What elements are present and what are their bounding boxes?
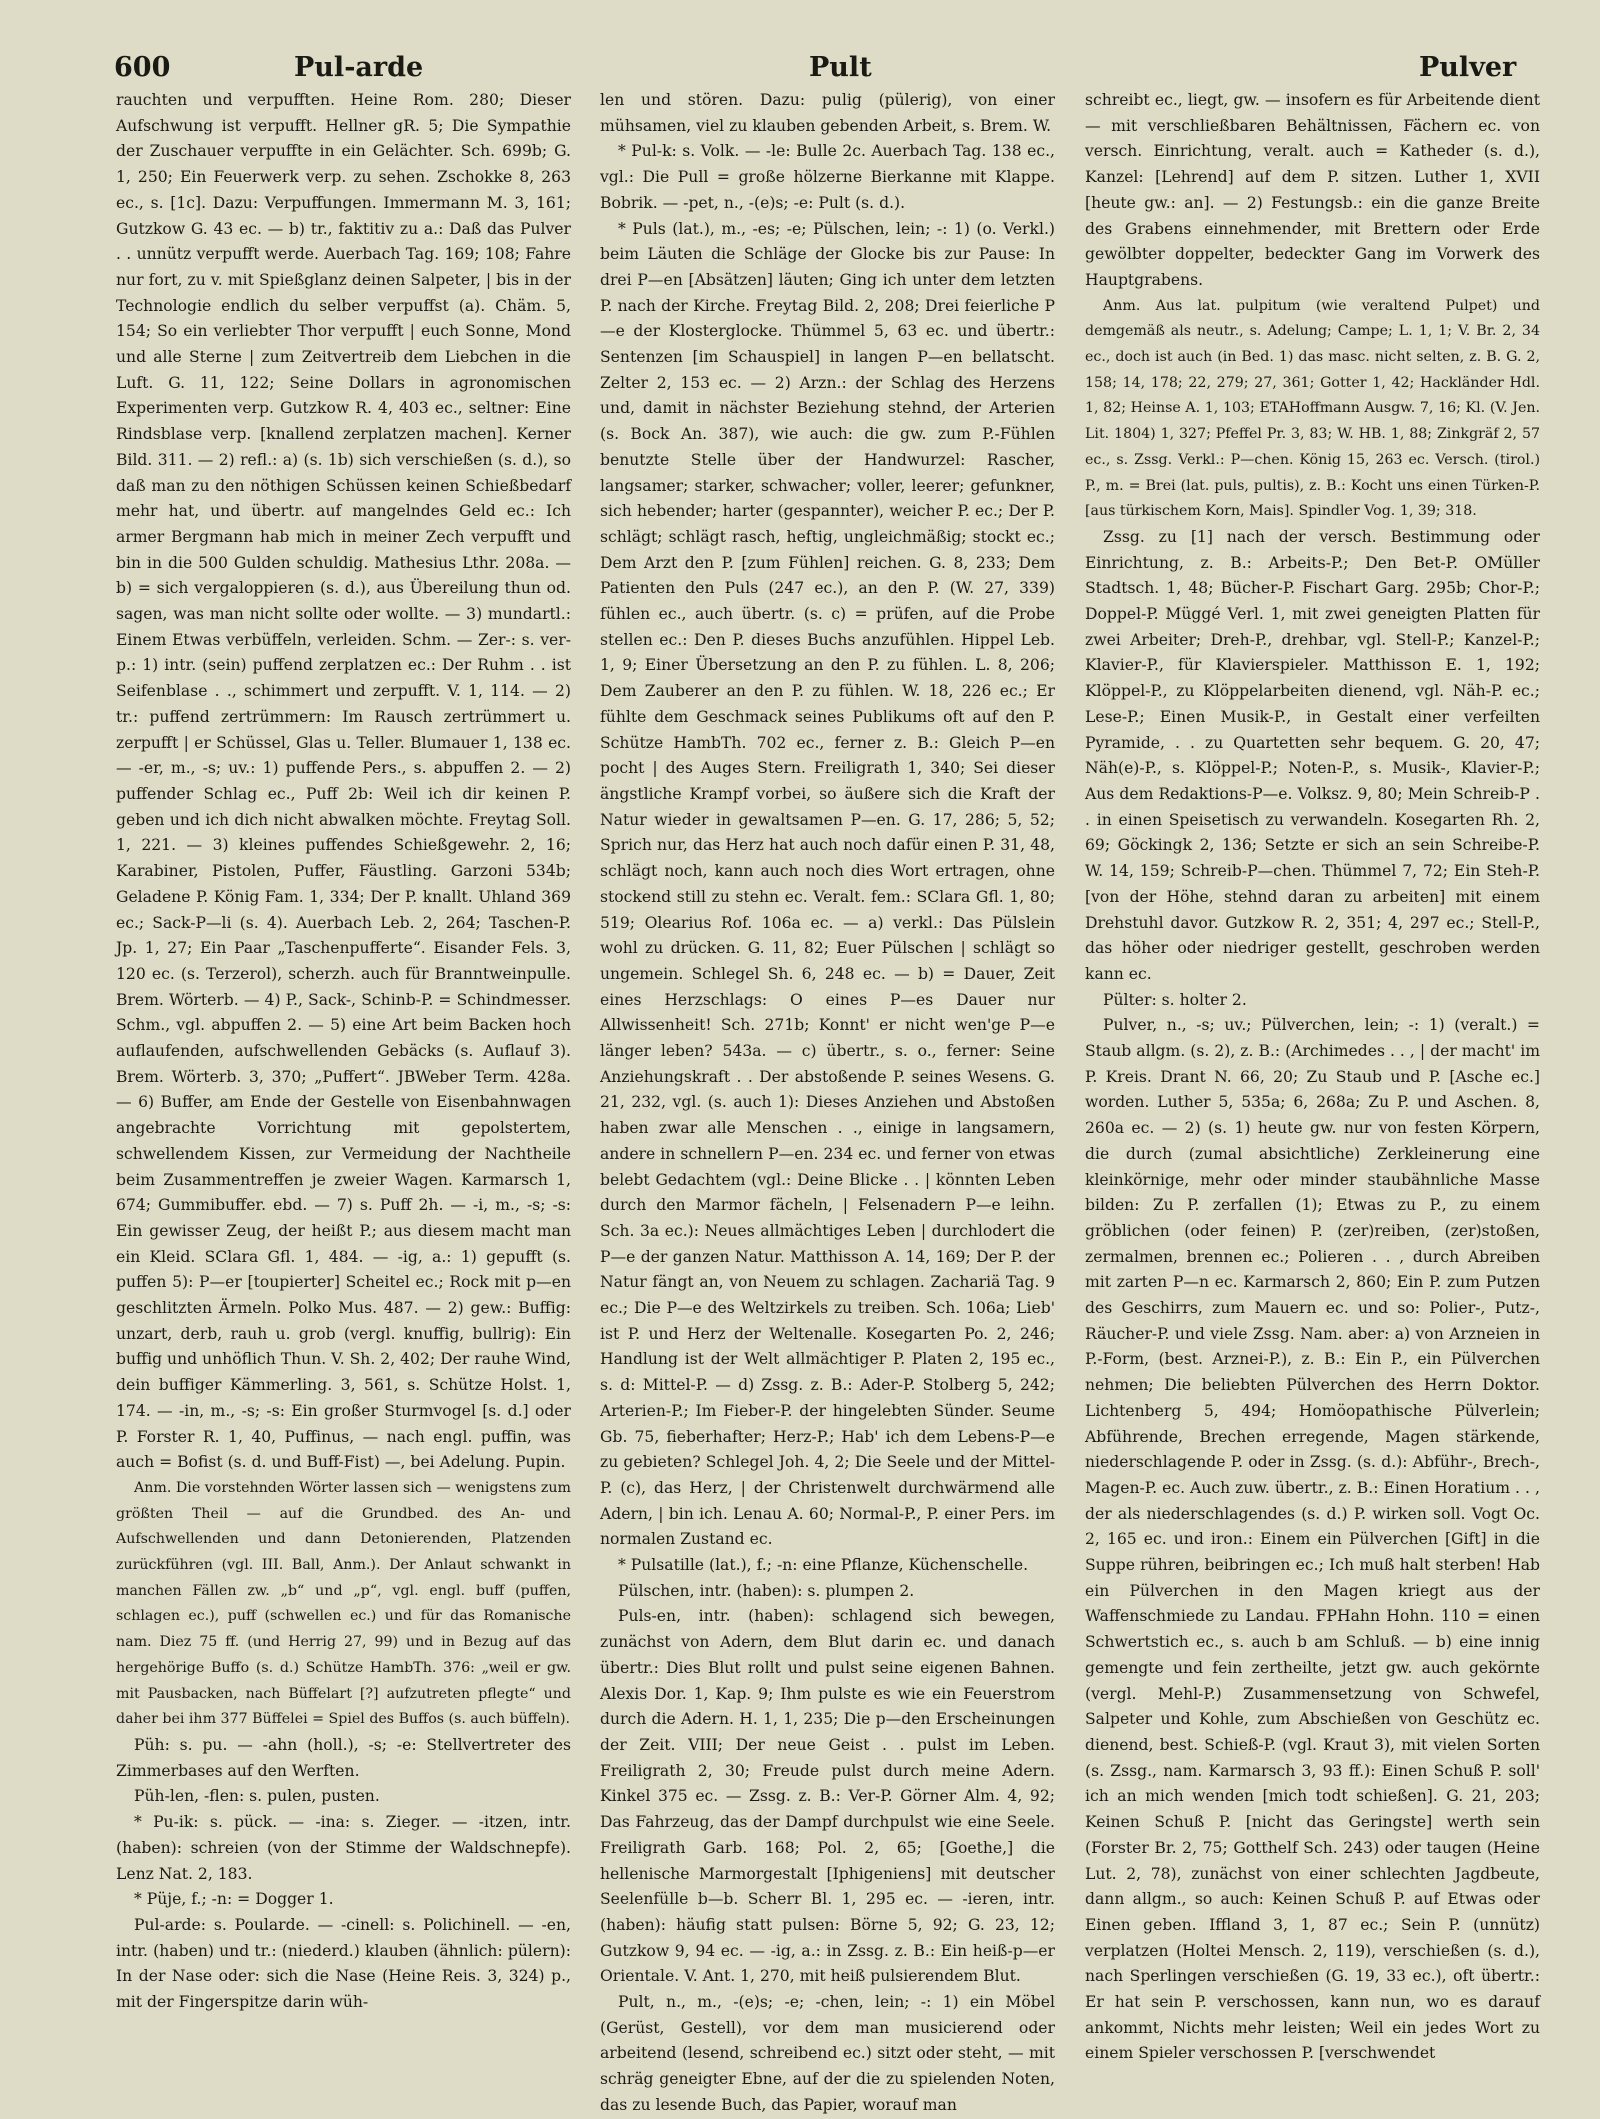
entry-text: Püh-len, -flen: s. pulen, pusten. xyxy=(134,1787,380,1806)
header-middle-keyword: Pult xyxy=(809,52,872,83)
entry-text: Pul-arde: s. Poularde. — -cinell: s. Polichinell. — -en, intr. (haben) und tr.: (niederd.) klauben (ähnlich: pülern): In der Nase oder: sich die Nase (Heine Reis. 3, 324) p., mit der Fingerspitze darin wüh- xyxy=(116,1915,571,2012)
entry-text: Pult, n., m., -(e)s; -e; -chen, lein; -: 1) ein Möbel (Gerüst, Gestell), vor dem man musicierend oder arbeitend (lesend, schreibend ec.) sitzt oder steht, — mit schräg geneigter Ebne, auf der die zu spielenden Noten, das zu lesende Buch, das Papier, worauf man xyxy=(600,1993,1055,2114)
page-header xyxy=(114,52,1554,92)
entry-text: Zssg. zu [1] nach der versch. Bestimmung oder Einrichtung, z. B.: Arbeits-P.; Den Bet-P. OMüller Stadtsch. 1, 48; Bücher-P. Fischart Garg. 295b; Chor-P.; Doppel-P. Müggé Verl. 1, mit zwei geneigten Platten für zwei Arbeiter; Dreh-P., drehbar, vgl. Stell-P.; Kanzel-P.; Klavier-P., für Klavierspieler. Matthisson E. 1, 192; Klöppel-P., zu Klöppelarbeiten dienend, vgl. Näh-P. ec.; Lese-P.; Einen Musik-P., in Gestalt einer verfeilten Pyramide, . . zu Quartetten sehr bequem. G. 20, 47; Näh(e)-P., s. Klöppel-P.; Noten-P., s. Musik-, Klavier-P.; Aus dem Redaktions-P—e. Volksz. 9, 80; Mein Schreib-P . . in einen Speisetisch zu verwandeln. Kosegarten Rh. 2, 69; Göckingk 2, 136; Setzte er sich an sein Schreibe-P. W. 14, 159; Schreib-P—chen. Thümmel 7, 72; Ein Steh-P. [von der Höhe, stehnd daran zu arbeiten] mit einem Drehstuhl davor. Gutzkow R. 2, 351; 4, 297 ec.; Stell-P., das höher oder niedriger gestellt, geschroben werden kann ec. xyxy=(1085,527,1540,983)
entry-text: * Puls (lat.), m., -es; -e; Pülschen, lein; -: 1) (o. Verkl.) beim Läuten die Schläge der Glocke bis zur Pause: In drei P—en [Absätzen] läuten; Ging ich unter dem letzten P. nach der Kirche. Freytag Bild. 2, 208; Drei feierliche P—e der Klosterglocke. Thümmel 5, 63 ec. und übertr.: Sentenzen [im Schauspiel] in langen P—en bellatscht. Zelter 2, 153 ec. — 2) Arzn.: der Schlag des Herzens und, damit in nächster Beziehung stehnd, der Arterien (s. Bock An. 387), wie auch: die gw. zum P.-Fühlen benutzte Stelle über der Handwurzel: Rascher, langsamer; starker, schwacher; voller, leerer; gefunkner, sich hebender; harter (gespannter), weicher P. ec.; Der P. schlägt; schlägt rasch, heftig, ungleichmäßig; stockt ec.; Dem Arzt den P. [zum Fühlen] reichen. G. 8, 233; Dem Patienten den Puls (247 ec.), an den P. (W. 27, 339) fühlen ec., auch übertr. (s. c) = prüfen, auf die Probe stellen ec.: Den P. dieses Buchs anzufühlen. Hippel Leb. 1, 9; Einer Übersetzung an den P. zu fühlen. L. 8, 206; Dem Zauberer an den P. zu fühlen. W. 18, 226 ec.; Er fühlte dem Geschmack seines Publikums oft auf den P. Schütze HambTh. 702 ec., ferner z. B.: Gleich P—en pocht | des Auges Stern. Freiligrath 1, 340; Sei dieser ängstliche Krampf vorbei, so äußere sich die Kraft der Natur wieder in gewaltsamen P—en. G. 17, 286; 5, 52; Sprich nur, das Herz hat auch noch dafür einen P. 31, 48, schlägt noch, kann auch noch dies Wort ertragen, ohne stockend still zu stehn ec. Veralt. fem.: SClara Gfl. 1, 80; 519; Olearius Rof. 106a ec. — a) verkl.: Das Pülslein wohl zu drücken. G. 11, 82; Euer Pülschen | schlägt so ungemein. Schlegel Sh. 6, 248 ec. — b) = Dauer, Zeit eines Herzschlags: O eines P—es Dauer nur Allwissenheit! Sch. 271b; Konnt' er nicht wen'ge P—e länger leben? 543a. — c) übertr., s. o., ferner: Seine Anziehungskraft . . Der abstoßende P. seines Wesens. G. 21, 232, vgl. (s. auch 1): Dieses Anziehen und Abstoßen haben zwar alle Menschen . ., einige in langsamern, andere in schnellern P—en. 234 ec. und ferner von etwas belebt Gedachtem (vgl.: Deine Blicke . . | könnten Leben durch den Marmor fächeln, | Felsenadern P—e leihn. Sch. 3a ec.): Neues allmächtiges Leben | durchlodert die P—e der ganzen Natur. Matthisson A. 14, 169; Der P. der Natur fängt an, von Neuem zu schlagen. Zachariä Tag. 9 ec.; Die P—e des Weltzirkels zu treiben. Sch. 106a; Lieb' ist P. und Herz der Weltenalle. Kosegarten Po. 2, 246; Handlung ist der Welt allmächtiger P. Platen 2, 195 ec., s. d: Mittel-P. — d) Zssg. z. B.: Ader-P. Stolberg 5, 242; Arterien-P.; Im Fieber-P. der hingelebten Sünder. Seume Gb. 75, fieberhafter; Herz-P.; Hab' ich dem Lebens-P—e zu gebieten? Schlegel Joh. 4, 2; Die Seele und der Mittel-P. (c), das Herz, | der Christenwelt durchwärmend alle Adern, | bin ich. Lenau A. 60; Normal-P., P. einer Pers. im normalen Zustand ec. xyxy=(600,219,1055,1549)
entry-text: * Pulsatille (lat.), f.; -n: eine Pflanze, Küchenschelle. xyxy=(618,1556,1029,1575)
entry-text: len und stören. Dazu: pulig (pülerig), von einer mühsamen, viel zu klauben gebenden Arbeit, s. Brem. W. xyxy=(600,91,1055,135)
header-right-keyword: Pulver xyxy=(1419,52,1517,83)
entry-text: * Pul-k: s. Volk. — -le: Bulle 2c. Auerbach Tag. 138 ec., vgl.: Die Pull = große hölzerne Bierkanne mit Klappe. Bobrik. — -pet, n., -(e)s; -e: Pult (s. d.). xyxy=(600,142,1055,212)
annotation-text: Anm. Aus lat. pulpitum (wie veraltend Pulpet) und demgemäß als neutr., s. Adelung; Campe; L. 1, 1; V. Br. 2, 34 ec., doch ist auch (in Bed. 1) das masc. nicht selten, z. B. G. 2, 158; 14, 178; 22, 279; 27, 361; Gotter 1, 42; Hackländer Hdl. 1, 82; Heinse A. 1, 103; ETAHoffmann Ausgw. 7, 16; Kl. (V. Jen. Lit. 1804) 1, 327; Pfeffel Pr. 3, 83; W. HB. 1, 88; Zinkgräf 2, 57 ec., s. Zssg. Verkl.: P—chen. König 15, 263 ec. Versch. (tirol.) P., m. = Brei (lat. puls, pultis), z. B.: Kocht uns einen Türken-P. [aus türkischem Korn, Mais]. Spindler Vog. 1, 39; 318. xyxy=(1085,297,1540,520)
column-middle xyxy=(600,88,1055,2114)
column-left xyxy=(116,88,571,2012)
entry-text: Pülschen, intr. (haben): s. plumpen 2. xyxy=(618,1581,915,1600)
entry-text: Pülter: s. holter 2. xyxy=(1103,990,1247,1009)
annotation-text: Anm. Die vorstehnden Wörter lassen sich — wenigstens zum größten Theil — auf die Grundbed. des An- und Aufschwellenden und dann Detonierenden, Platzenden zurückführen (vgl. III. Ball, Anm.). Der Anlaut schwankt in manchen Fällen zw. „b“ und „p“, vgl. engl. buff (puffen, schlagen ec.), puff (schwellen ec.) und für das Romanische nam. Diez 75 ff. (und Herrig 27, 99) und in Bezug auf das hergehörige Buffo (s. d.) Schütze HambTh. 376: „weil er gw. mit Pausbacken, nach Büffelart [?] aufzutreten pflegte“ und daher bei ihm 377 Büffelei = Spiel des Buffos (s. auch büffeln). xyxy=(116,1479,571,1728)
entry-text: schreibt ec., liegt, gw. — insofern es für Arbeitende dient — mit verschließbaren Behältnissen, Fächern ec. von versch. Einrichtung, veralt. auch = Katheder (s. d.), Kanzel: [Lehrend] auf dem P. sitzen. Luther 1, XVII [heute gw.: an]. — 2) Festungsb.: ein die ganze Breite des Grabens einnehmender, mit Brettern oder Erde gewölbter doppelter, bedeckter Gang im Vorwerk des Hauptgrabens. xyxy=(1085,91,1540,289)
entry-text: Pulver, n., -s; uv.; Pülverchen, lein; -: 1) (veralt.) = Staub allgm. (s. 2), z. B.: (Archimedes . . , | der macht' im P. Kreis. Drant N. 66, 20; Zu Staub und P. [Asche ec.] worden. Luther 5, 535a; 6, 268a; Zu P. und Aschen. 8, 260a ec. — 2) (s. 1) heute gw. nur von festen Körpern, die durch (zumal absichtliche) Zerkleinerung eine kleinkörnige, mehr oder minder staubähnliche Masse bilden: Zu P. zerfallen (1); Etwas zu P., zu einem gröblichen (oder feinen) P. (zer)reiben, (zer)stoßen, zermalmen, brennen ec.; Polieren . . , durch Abreiben mit zarten P—n ec. Karmarsch 2, 860; Ein P. zum Putzen des Geschirrs, zum Mauern ec. und so: Polier-, Putz-, Räucher-P. und viele Zssg. Nam. aber: a) von Arzneien in P.-Form, (best. Arznei-P.), z. B.: Ein P., ein Pülverchen nehmen; Die beliebten Pülverchen des Herrn Doktor. Lichtenberg 5, 494; Homöopathische Pülverlein; Abführende, Brechen erregende, Magen stärkende, niederschlagende P. oder in Zssg. (s. d.): Abführ-, Brech-, Magen-P. ec. Auch zuw. übertr., z. B.: Einen Horatium . . , der als niederschlagendes (s. d.) P. wirken soll. Vogt Oc. 2, 165 ec. und iron.: Einem ein Pülverchen [Gift] in die Suppe rühren, beibringen ec.; Ich muß halt sterben! Hab ein Pülverchen in den Magen kriegt aus der Waffenschmiede zu Landau. FPHahn Hohn. 110 = einen Schwertstich ec., s. auch b am Schluß. — b) eine innig gemengte und fein zertheilte, jetzt gw. auch gekörnte (vergl. Mehl-P.) Zusammensetzung von Schwefel, Salpeter und Kohle, zum Abschießen von Geschütz ec. dienend, best. Schieß-P. (vgl. Kraut 3), mit vielen Sorten (s. Zssg., nam. Karmarsch 3, 93 ff.): Einen Schuß P. soll' ich an mich wenden [mich todt schießen]. G. 21, 203; Keinen Schuß P. [nicht das Geringste] werth sein (Forster Br. 2, 75; Gotthelf Sch. 243) oder taugen (Heine Lut. 2, 78), zunächst von einer schlechten Jagdbeute, dann allgm., so auch: Keinen Schuß P. auf Etwas oder Einen geben. Iffland 3, 1, 87 ec.; Sein P. (unnütz) verplatzen (Holtei Mensch. 2, 119), verschießen (s. d.), nach Sperlingen verschießen (G. 19, 33 ec.), oft übertr.: Er hat sein P. verschossen, kann nun, wo es darauf ankommt, Nichts mehr leisten; Weil ein jedes Wort zu einem Spieler verschossen P. [verschwendet xyxy=(1085,1016,1540,2063)
entry-text: Püh: s. pu. — -ahn (holl.), -s; -e: Stellvertreter des Zimmerbases auf den Werften. xyxy=(116,1736,571,1780)
column-right xyxy=(1085,88,1540,2063)
entry-text: * Püje, f.; -n: = Dogger 1. xyxy=(134,1890,334,1909)
header-left-keyword: Pul-arde xyxy=(294,52,424,83)
entry-text: rauchten und verpufften. Heine Rom. 280; Dieser Aufschwung ist verpufft. Hellner gR. 5; Die Sympathie der Zuschauer verpuffte in ein Gelächter. Sch. 699b; G. 1, 250; Ein Feuerwerk verp. zu sehen. Zschokke 8, 263 ec., s. [1c]. Dazu: Verpuffungen. Immermann M. 3, 161; Gutzkow G. 43 ec. — b) tr., faktitiv zu a.: Daß das Pulver . . unnütz verpufft werde. Auerbach Tag. 169; 108; Fahre nur fort, zu v. mit Spießglanz deinen Salpeter, | bis in der Technologie endlich du selber verpuffst (a). Chäm. 5, 154; So ein verliebter Thor verpufft | euch Sonne, Mond und alle Sterne | zum Zeitvertreib dem Liebchen in die Luft. G. 11, 122; Seine Dollars in agronomischen Experimenten verp. Gutzkow R. 4, 403 ec., seltner: Eine Rindsblase verp. [knallend zerplatzen machen]. Kerner Bild. 311. — 2) refl.: a) (s. 1b) sich verschießen (s. d.), so daß man zu den nöthigen Schüssen keinen Schießbedarf mehr hat, und übertr. auf mangelndes Geld ec.: Ich armer Bergmann hab mich in meiner Zech verpufft und bin in die 500 Gulden schuldig. Mathesius Lthr. 208a. — b) = sich vergaloppieren (s. d.), aus Übereilung thun od. sagen, was man nicht sollte oder wollte. — 3) mundartl.: Einem Etwas verbüffeln, verleiden. Schm. — Zer-: s. ver-p.: 1) intr. (sein) puffend zerplatzen ec.: Der Ruhm . . ist Seifenblase . ., schimmert und zerpufft. V. 1, 114. — 2) tr.: puffend zertrümmern: Im Rausch zertrümmert u. zerpufft | er Schüssel, Glas u. Teller. Blumauer 1, 138 ec. — -er, m., -s; uv.: 1) puffende Pers., s. abpuffen 2. — 2) puffender Schlag ec., Puff 2b: Weil ich dir keinen P. geben und ich dich nicht abwalken möchte. Freytag Soll. 1, 221. — 3) kleines puffendes Schießgewehr. 2, 16; Karabiner, Pistolen, Puffer, Fäustling. Garzoni 534b; Geladene P. König Fam. 1, 334; Der P. knallt. Uhland 369 ec.; Sack-P—li (s. 4). Auerbach Leb. 2, 264; Taschen-P. Jp. 1, 27; Ein Paar „Taschenpufferte“. Eisander Fels. 3, 120 ec. (s. Terzerol), scherzh. auch für Branntweinpulle. Brem. Wörterb. — 4) P., Sack-, Schinb-P. = Schindmesser. Schm., vgl. abpuffen 2. — 5) eine Art beim Backen hoch auflaufenden, aufschwellenden Gebäcks (s. Auflauf 3). Brem. Wörterb. 3, 370; „Puffert“. JBWeber Term. 428a. — 6) Buffer, am Ende der Gestelle von Eisenbahnwagen angebrachte Vorrichtung mit gepolstertem, schwellendem Kissen, zur Vermeidung der Nachtheile beim Zusammentreffen je zweier Wagen. Karmarsch 1, 674; Gummibuffer. ebd. — 7) s. Puff 2h. — -i, m., -s; -s: Ein gewisser Zeug, der heißt P.; aus diesem macht man ein Kleid. SClara Gfl. 1, 484. — -ig, a.: 1) gepufft (s. puffen 5): P—er [toupierter] Scheitel ec.; Rock mit p—en geschlitzten Ärmeln. Polko Mus. 487. — 2) gew.: Buffig: unzart, derb, rauh u. grob (vergl. knuffig, bullrig): Ein buffig und unhöflich Thun. V. Sh. 2, 402; Der rauhe Wind, dein buffiger Kämmerling. 3, 561, s. Schütze Holst. 1, 174. — -in, m., -s; -s: Ein großer Sturmvogel [s. d.] oder P. Forster R. 1, 40, Puffinus, — nach engl. puffin, was auch = Bofist (s. d. und Buff-Fist) —, bei Adelung. Pupin. xyxy=(116,91,571,1472)
page-number: 600 xyxy=(114,52,171,83)
entry-text: Puls-en, intr. (haben): schlagend sich bewegen, zunächst von Adern, dem Blut darin ec. und danach übertr.: Dies Blut rollt und pulst seine eigenen Bahnen. Alexis Dor. 1, Kap. 9; Ihm pulste es wie ein Feuerstrom durch die Adern. H. 1, 1, 235; Die p—den Erscheinungen der Zeit. VIII; Der neue Geist . . pulst im Leben. Freiligrath 2, 30; Freude pulst durch meine Adern. Kinkel 375 ec. — Zssg. z. B.: Ver-P. Görner Alm. 4, 92; Das Fahrzeug, das der Dampf durchpulst wie eine Seele. Freiligrath Garb. 168; Pol. 2, 65; [Goethe,] die hellenische Marmorgestalt [Iphigeniens] mit deutscher Seelenfülle b—b. Scherr Bl. 1, 295 ec. — -ieren, intr. (haben): häufig statt pulsen: Börne 5, 92; G. 23, 12; Gutzkow 9, 94 ec. — -ig, a.: in Zssg. z. B.: Ein heiß-p—er Orientale. V. Ant. 1, 270, mit heiß pulsierendem Blut. xyxy=(600,1607,1055,1986)
entry-text: * Pu-ik: s. pück. — -ina: s. Zieger. — -itzen, intr. (haben): schreien (von der Stimme der Waldschnepfe). Lenz Nat. 2, 183. xyxy=(116,1813,571,1883)
